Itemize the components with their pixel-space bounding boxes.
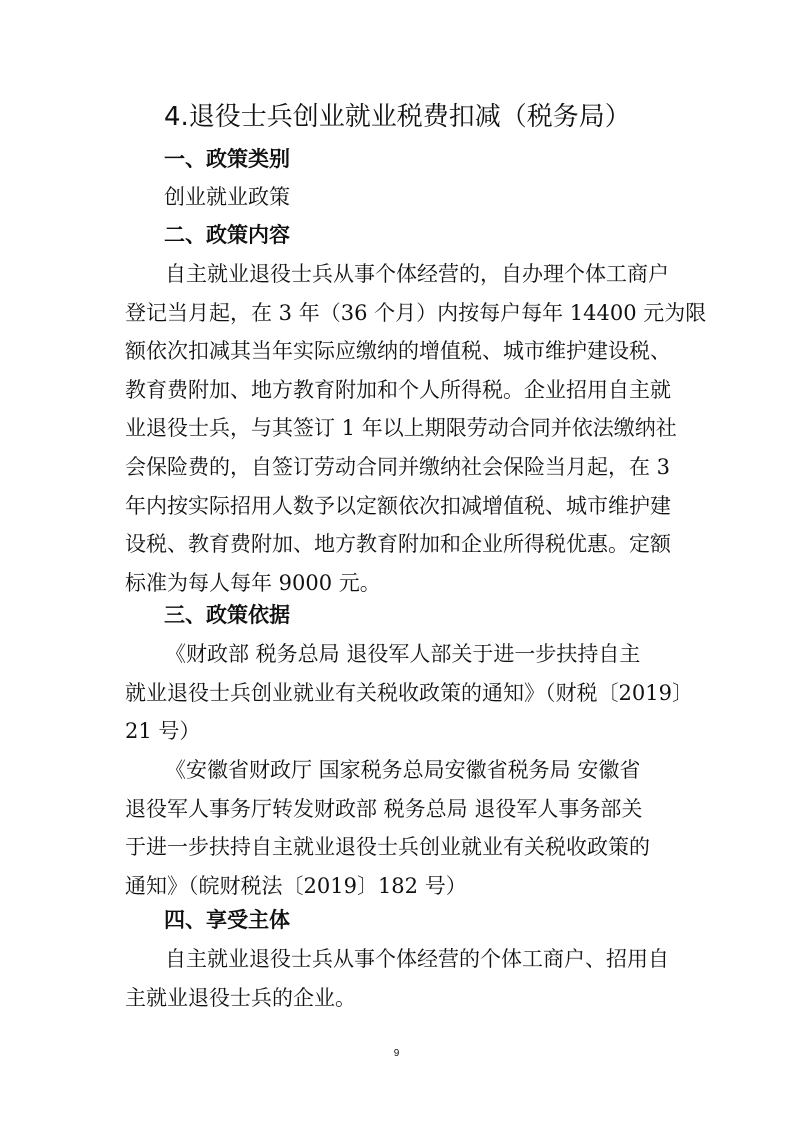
- text-line: 额依次扣减其当年实际应缴纳的增值税、城市维护建设税、: [125, 339, 671, 364]
- beneficiaries-paragraph: [125, 940, 675, 1017]
- section-heading-policy-category: 一、政策类别: [164, 147, 290, 171]
- policy-basis-reference-1: [125, 635, 693, 751]
- text-line: 主就业退役士兵的企业。: [125, 985, 356, 1010]
- text-line: 就业退役士兵创业就业有关税收政策的通知》（财税〔2019〕: [125, 680, 693, 705]
- text-line: 设税、教育费附加、地方教育附加和企业所得税优惠。定额: [125, 532, 671, 557]
- text-line: 自主就业退役士兵从事个体经营的，自办理个体工商户: [165, 262, 669, 286]
- text-line: 《财政部 税务总局 退役军人部关于进一步扶持自主: [165, 642, 641, 666]
- policy-basis-reference-2: [125, 751, 675, 905]
- text-line: 退役军人事务厅转发财政部 税务总局 退役军人事务部关: [125, 796, 643, 821]
- text-line: 《安徽省财政厅 国家税务总局安徽省税务局 安徽省: [165, 758, 641, 782]
- text-line: 标准为每人每年 9000 元。: [125, 570, 381, 595]
- text-line: 21 号）: [125, 719, 201, 744]
- text-line: 于进一步扶持自主就业退役士兵创业就业有关税收政策的: [125, 835, 650, 860]
- section-heading-policy-content: 二、政策内容: [164, 223, 290, 247]
- page-number: 9: [393, 1048, 400, 1059]
- text-line: 会保险费的，自签订劳动合同并缴纳社会保险当月起，在 3: [125, 454, 671, 479]
- section-heading-policy-basis: 三、政策依据: [164, 603, 290, 627]
- text-line: 登记当月起，在 3 年（36 个月）内按每户每年 14400 元为限: [125, 300, 707, 325]
- policy-content-paragraph: [125, 255, 707, 602]
- page-title: 4.退役士兵创业就业税费扣减（税务局）: [164, 102, 631, 132]
- policy-category-text: 创业就业政策: [164, 185, 290, 209]
- section-heading-beneficiaries: 四、享受主体: [164, 908, 290, 932]
- text-line: 年内按实际招用人数予以定额依次扣减增值税、城市维护建: [125, 493, 671, 518]
- text-line: 教育费附加、地方教育附加和个人所得税。企业招用自主就: [125, 377, 671, 402]
- text-line: 业退役士兵，与其签订 1 年以上期限劳动合同并依法缴纳社: [125, 416, 677, 441]
- text-line: 通知》（皖财税法〔2019〕182 号）: [125, 873, 467, 898]
- text-line: 自主就业退役士兵从事个体经营的个体工商户、招用自: [165, 947, 669, 971]
